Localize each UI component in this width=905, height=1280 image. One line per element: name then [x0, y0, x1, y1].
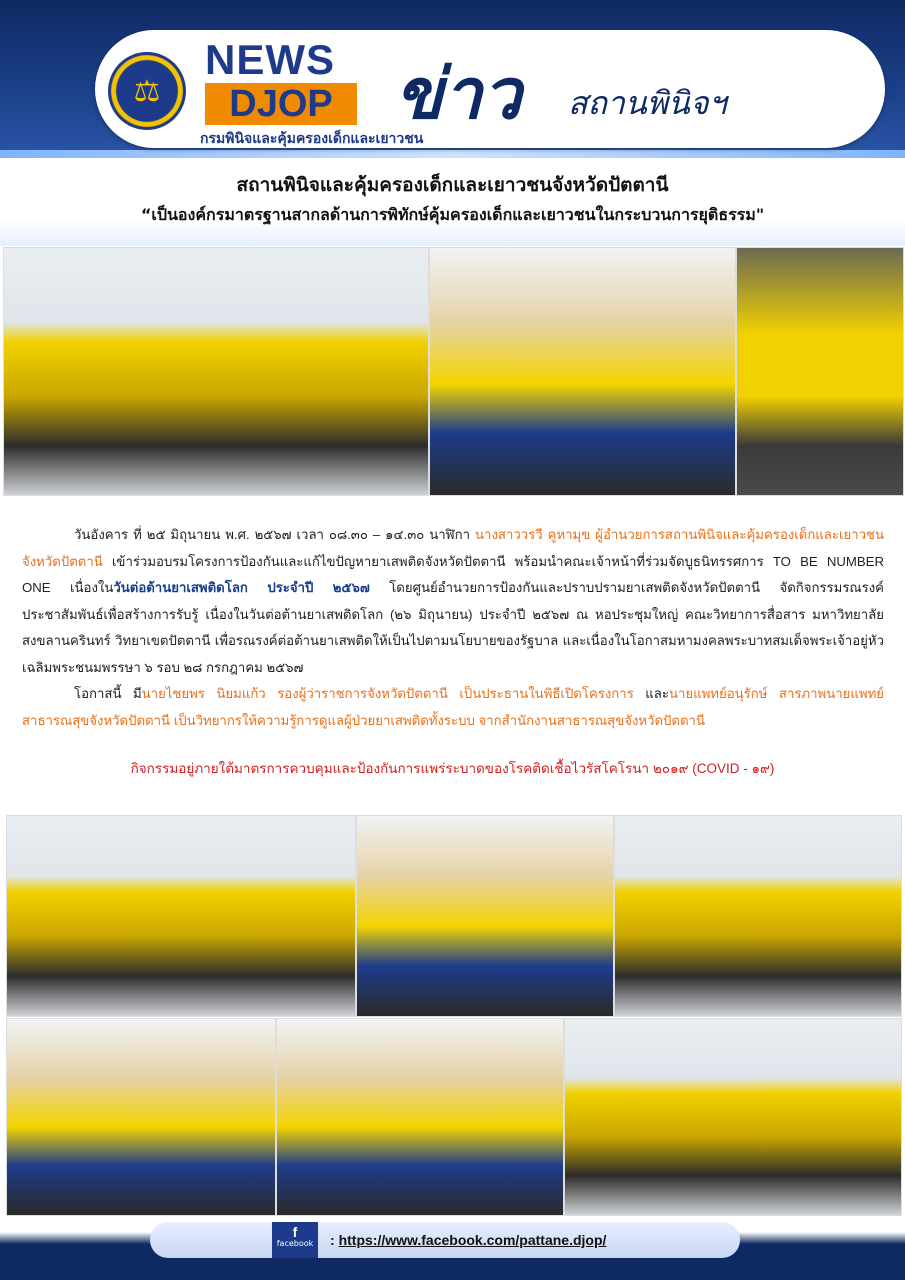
paragraph-1: [22, 522, 884, 681]
p1-text-c: โดยศูนย์อำนวยการป้องกันและปราบปรามยาเสพติดจังหวัดปัตตานี จัดกิจกรรมรณรงค์ประชาสัมพันธ์เพื่อสร้างการรับรู้ เนื่องในวันต่อต้านยาเสพติดโลก (๒๖ มิถุนายน) ประจำปี ๒๕๖๗ ณ หอประชุมใหญ่ คณะวิทยาการสื่อสาร มหาวิทยาลัยสงขลานครินทร์ วิทยาเขตปัตตานี เพื่อรณรงค์ต่อต้านยาเสพติดให้เป็นไปตามนโยบายของรัฐบาล และเนื่องในโอกาสมหามงคลพระบาทสมเด็จพระเจ้าอยู่หัวเฉลิมพระชนมพรรษา ๖ รอบ ๒๘ กรกฎาคม ๒๕๖๗: [22, 580, 884, 675]
p2-text-a: โอกาสนี้ มี: [74, 686, 142, 701]
photo-exhibition-booth: [429, 247, 736, 496]
url-prefix: :: [330, 1232, 339, 1248]
p2-text-b: และ: [633, 686, 669, 701]
p1-text-a: วันอังคาร ที่ ๒๕ มิถุนายน พ.ศ. ๒๕๖๗ เวลา ๐๘.๓๐ – ๑๔.๓๐ นาฬิกา: [74, 527, 476, 542]
photo-director-seated: [736, 247, 904, 496]
department-name: กรมพินิจและคุ้มครองเด็กและเยาวชน: [200, 131, 424, 147]
logo-news-text: NEWS: [205, 36, 335, 83]
p2-highlight-chairman: นายไชยพร นิยมแก้ว รองผู้ว่าราชการจังหวัดปัตตานี เป็นประธานในพิธีเปิดโครงการ: [141, 686, 634, 701]
header-title-small: สถานพินิจฯ: [568, 84, 727, 122]
page-title: สถานพินิจและคุ้มครองเด็กและเยาวชนจังหวัดปัตตานี: [236, 174, 669, 196]
facebook-url: [330, 1232, 606, 1248]
logo-djop-text: DJOP: [205, 83, 357, 125]
header-title-big: ข่าว: [395, 52, 522, 135]
facebook-label: facebook: [276, 1239, 314, 1248]
photo-audience-hall: [3, 247, 429, 496]
p1-highlight-director: นางสาววรวี คูหามุข ผู้อำนวยการสถานพินิจและคุ้มครองเด็กและเยาวชนจังหวัดปัตตานี: [22, 527, 884, 569]
photo-exhibition-display: [6, 1018, 276, 1216]
justice-seal-icon: ⚖: [108, 52, 186, 130]
article-body: [22, 522, 884, 734]
facebook-page-link[interactable]: https://www.facebook.com/pattane.djop/: [338, 1232, 607, 1248]
p2-highlight-speaker: นายแพทย์อนุรักษ์ สารภาพนายแพทย์สาธารณสุขจังหวัดปัตตานี เป็นวิทยากรให้ความรู้การดูแลผู้ป่วยยาเสพติดทั้งระบบ จากสำนักงานสาธารณสุขจังหวัดปัตตานี: [22, 686, 884, 728]
photo-crowd-activity: [564, 1018, 902, 1216]
photo-audience-wide: [6, 815, 356, 1017]
page-slogan: “เป็นองค์กรมาตรฐานสากลด้านการพิทักษ์คุ้มครองเด็กและเยาวชนในกระบวนการยุติธรรม": [140, 205, 765, 224]
photo-guests-standing: [614, 815, 902, 1017]
facebook-badge[interactable]: [272, 1222, 318, 1258]
p1-bold-event: วันต่อต้านยาเสพติดโลก ประจำปี ๒๕๖๗: [113, 580, 370, 595]
paragraph-2: [22, 681, 884, 734]
p1-text-b: เข้าร่วมอบรมโครงการป้องกันและแก้ไขปัญหายาเสพติดจังหวัดปัตตานี พร้อมนำคณะเจ้าหน้าที่ร่วมจัดบูธนิทรรศการ TO BE NUMBER ONE เนื่องใน: [22, 553, 884, 595]
header-stripe: [0, 150, 905, 158]
facebook-icon: f: [292, 1224, 298, 1240]
photo-officials-visit: [276, 1018, 564, 1216]
covid-note: กิจกรรมอยู่ภายใต้มาตรการควบคุมและป้องกันการแพร่ระบาดของโรคติดเชื้อไวรัสโคโรนา ๒๐๑๙ (COVID - ๑๙): [130, 761, 775, 776]
photo-booth-staff: [356, 815, 614, 1017]
